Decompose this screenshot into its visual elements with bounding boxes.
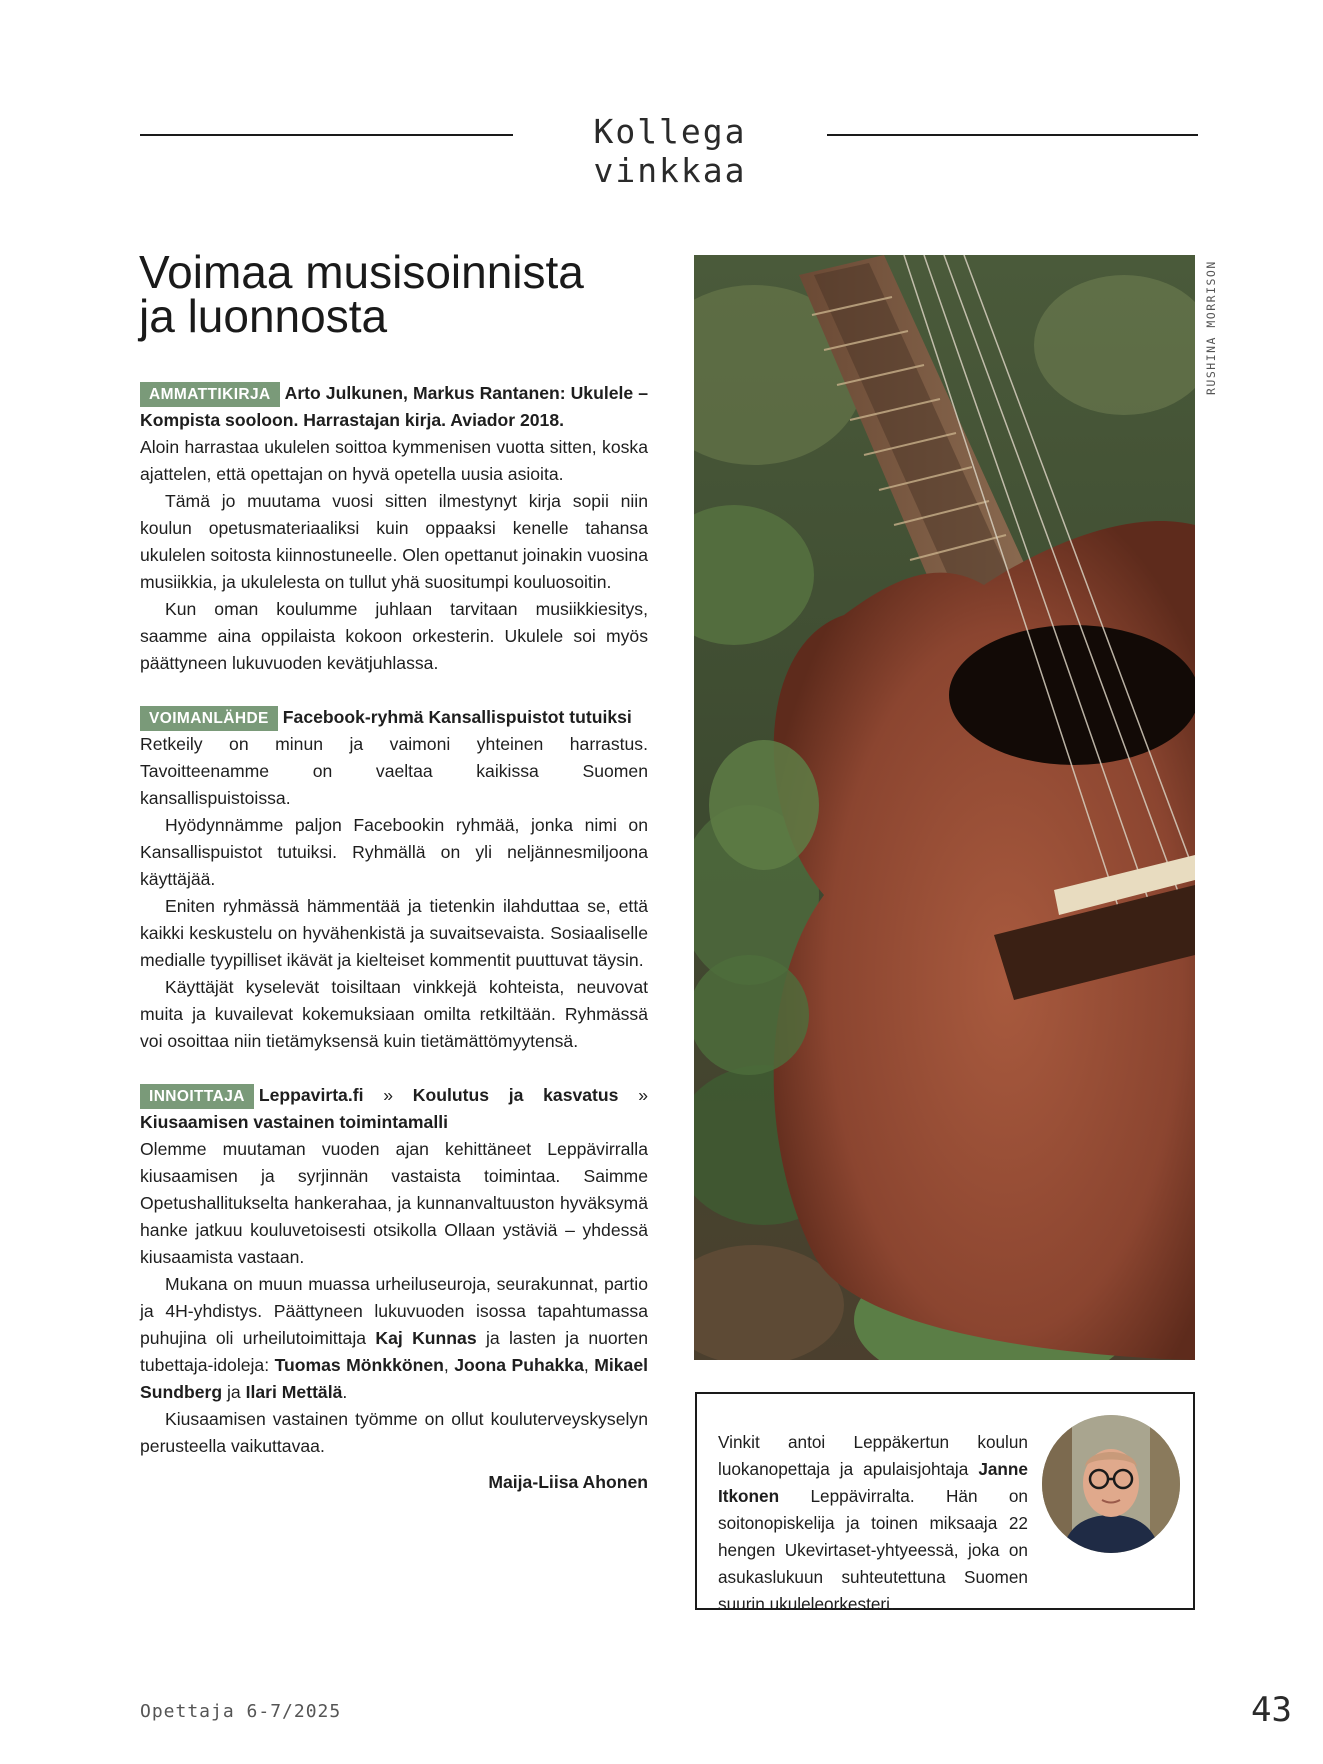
person-name: Kaj Kunnas: [375, 1328, 477, 1348]
person-name: Mikael Sundberg: [140, 1355, 649, 1402]
article-title-line-1: Voimaa musisoinnista: [139, 246, 584, 298]
text-run: .: [342, 1382, 348, 1402]
entry-website-paragraph: [140, 1271, 648, 1406]
person-name: Ilari Mettälä: [245, 1382, 343, 1402]
text-run: Vinkit antoi Leppäkertun koulun luokanopettaja ja apulaisjohtaja: [718, 1432, 1028, 1480]
entry-facebook-paragraph: Hyödynnämme paljon Facebookin ryhmää, jonka nimi on Kansallispuistot tutuiksi. Ryhmällä on yli neljännesmiljoona käyttäjää.: [140, 815, 648, 889]
entry-website-paragraph: Kiusaamisen vastainen työmme on ollut kouluterveyskyselyn perusteella vaikuttavaa.: [140, 1409, 648, 1456]
entry-facebook-paragraph: Eniten ryhmässä hämmentää ja tietenkin ilahduttaa se, että kaikki keskustelu on hyvähenkistä ja suvaitsevaista. Sosiaaliselle medialle tyypilliset ikävät ja kielteiset kommentit puuttuvat täysin.: [140, 896, 648, 970]
entry-website-paragraph: Olemme muutaman vuoden ajan kehittäneet Leppävirralla kiusaamisen ja syrjinnän vastaista toimintaa. Saimme Opetushallitukselta hankerahaa, ja kunnanvaltuuston hyväksymä hanke jatkuu kouluvetoisesti otsikolla Ollaan ystäviä – yhdessä kiusaamista vastaan.: [140, 1139, 648, 1267]
tipster-portrait: [1042, 1415, 1180, 1553]
entry-book-heading: [140, 380, 648, 434]
entry-book-paragraph: Kun oman koulumme juhlaan tarvitaan musiikkiesitys, saamme aina oppilaista kokoon orkesterin. Ukulele soi myös päättyneen lukuvuoden kevätjuhlassa.: [140, 599, 648, 673]
entry-book-paragraph: Tämä jo muutama vuosi sitten ilmestynyt kirja sopii niin koulun opetusmateriaaliksi kuin oppaaksi kenelle tahansa ukulelen soitosta kiinnostuneelle. Olen opettanut joinakin vuosina musiikkia, ja ukulelesta on tullut yhä suositumpi kouluosoitin.: [140, 491, 648, 592]
entry-facebook-paragraph: Käyttäjät kyselevät toisiltaan vinkkejä kohteista, neuvovat muita ja kuvailevat kokemuksiaan omilta retkiltään. Ryhmässä voi osoittaa niin tietämyksensä kuin tietämättömyytensä.: [140, 977, 648, 1051]
breadcrumb-separator: »: [363, 1085, 413, 1105]
text-run: Leppävirralta. Hän on soitonopiskelija ja toinen miksaaja 22 hengen Ukevirtaset-yhtyeessä, joka on asukaslukuun suhteutettuna Suomen suurin ukuleleorkesteri.: [718, 1486, 1028, 1615]
article-title: [139, 246, 659, 342]
entry-facebook-headline: Facebook-ryhmä Kansallispuistot tutuiksi: [282, 707, 632, 727]
page-number: 43: [1251, 1690, 1292, 1730]
tipster-info-box: [695, 1392, 1195, 1615]
entry-book: [140, 380, 648, 677]
tag-innoittaja: INNOITTAJA: [140, 1084, 254, 1109]
text-run: ,: [583, 1355, 595, 1375]
person-name: Tuomas Mönkkönen: [274, 1355, 444, 1375]
website-page: Kiusaamisen vastainen toimintamalli: [140, 1112, 448, 1132]
portrait-image: [1042, 1415, 1180, 1553]
website-link[interactable]: Leppavirta.fi: [258, 1085, 364, 1105]
tipster-name: Janne Itkonen: [718, 1459, 1028, 1507]
ukulele-photo-image: [694, 255, 1195, 1360]
article-column: [140, 380, 648, 1523]
section-header: [140, 112, 1198, 190]
ukulele-photo: [694, 255, 1195, 1360]
breadcrumb-separator: »: [618, 1085, 648, 1105]
photo-credit: RUSHINA MORRISON: [1204, 260, 1218, 395]
tag-ammattikirja: AMMATTIKIRJA: [140, 382, 280, 407]
website-section: Koulutus ja kasvatus: [412, 1085, 619, 1105]
publication-info: Opettaja 6-7/2025: [140, 1701, 342, 1722]
entry-facebook-paragraph: Retkeily on minun ja vaimoni yhteinen harrastus. Tavoitteenamme on vaeltaa kaikissa Suomen kansallispuistoissa.: [140, 734, 648, 808]
text-run: Mukana on muun muassa urheiluseuroja, seurakunnat, partio ja 4H-yhdistys. Päättyneen lukuvuoden isossa tapahtumassa puhujina oli urheilutoimittaja: [140, 1274, 648, 1348]
tipster-bio: [718, 1429, 1028, 1618]
entry-website-heading: [140, 1082, 648, 1136]
article-title-line-2: ja luonnosta: [139, 290, 388, 342]
header-rule-right: [827, 134, 1198, 136]
text-run: ja lasten ja nuorten tubettaja-idoleja:: [140, 1328, 648, 1375]
entry-facebook-heading: [140, 704, 648, 731]
section-title: Kollega vinkkaa: [593, 112, 747, 190]
entry-facebook: [140, 704, 648, 1055]
text-run: ja: [222, 1382, 246, 1402]
text-run: ,: [443, 1355, 455, 1375]
entry-book-paragraph: Aloin harrastaa ukulelen soittoa kymmenisen vuotta sitten, koska ajattelen, että opettajan on hyvä opetella uusia asioita.: [140, 437, 648, 484]
header-rule-left: [140, 134, 513, 136]
person-name: Joona Puhakka: [454, 1355, 584, 1375]
author-signature: Maija-Liisa Ahonen: [488, 1472, 648, 1492]
entry-book-headline: Arto Julkunen, Markus Rantanen: Ukulele – Kompista sooloon. Harrastajan kirja. Aviador 2018.: [140, 383, 648, 430]
tag-voimanlahde: VOIMANLÄHDE: [140, 706, 278, 731]
entry-website: [140, 1082, 648, 1496]
